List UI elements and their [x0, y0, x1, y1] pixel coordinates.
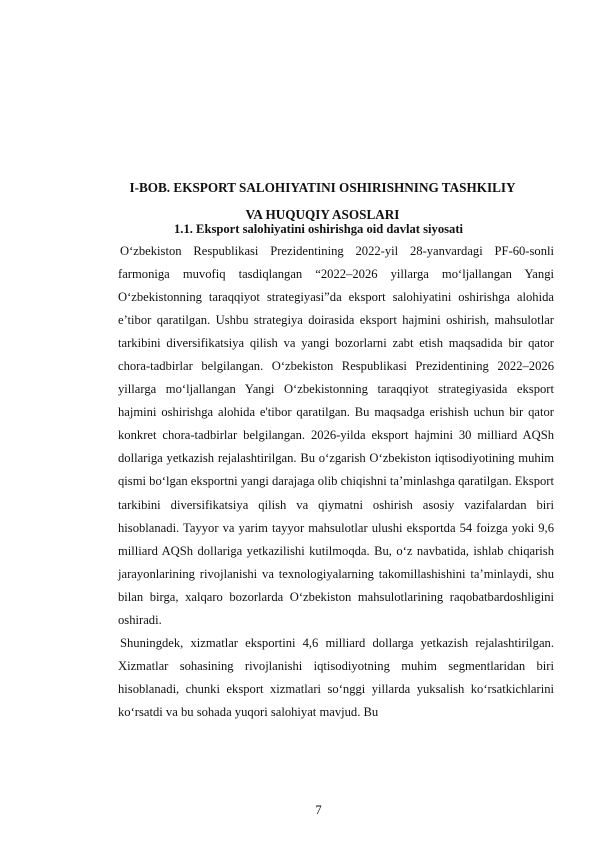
chapter-heading — [90, 174, 555, 228]
page-number: 7 — [315, 803, 322, 817]
paragraph-1: O‘zbekiston Respublikasi Prezidentining 2022-yil 28-yanvardagi PF-60-sonli farmoniga muvofiq tasdiqlangan “2022–2026 yillarga mo‘ljallangan Yangi O‘zbekistonning taraqqiyot strategiyasi”da eksport salohiyatini oshirishga alohida e’tibor qaratilgan. Ushbu strategiya doirasida eksport hajmini oshirish, mahsulotlar tarkibini diversifikatsiya qilish va yangi bozorlarni zabt etish maqsadida bir qator chora-tadbirlar belgilangan. O‘zbekiston Respublikasi Prezidentining 2022–2026 yillarga mo‘ljallangan Yangi O‘zbekistonning taraqqiyot strategiyasida eksport hajmini oshirishga alohida e'tibor qaratilgan. Bu maqsadga erishish uchun bir qator konkret chora-tadbirlar belgilangan. 2026-yilda eksport hajmini 30 milliard AQSh dollariga yetkazish rejalashtirilgan. Bu o‘zgarish O‘zbekiston iqtisodiyotining muhim qismi bo‘lgan eksportni yangi darajaga olib chiqishni ta’minlashga qaratilgan. Eksport tarkibini diversifikatsiya qilish va qiymatni oshirish asosiy vazifalardan biri hisoblanadi. Tayyor va yarim tayyor mahsulotlar ulushi eksportda 54 foizga yoki 9,6 milliard AQSh dollariga yetkazilishi kutilmoqda. Bu, o‘z navbatida, ishlab chiqarish jarayonlarining rivojlanishi va texnologiyalarning takomillashishini ta’minlaydi, shu bilan birga, xalqaro bozorlarda O‘zbekiston mahsulotlarining raqobatbardoshligini oshiradi. — [118, 244, 554, 627]
chapter-heading-line-2: VA HUQUQIY ASOSLARI — [245, 207, 400, 222]
chapter-heading-line-1: I-BOB. EKSPORT SALOHIYATINI OSHIRISHNING TASHKILIY — [129, 180, 516, 195]
section-title: 1.1. Eksport salohiyatini oshirishga oid davlat siyosati — [174, 222, 464, 236]
paragraph-2: Shuningdek, xizmatlar eksportini 4,6 milliard dollarga yetkazish rejalashtirilgan. Xizmatlar sohasining rivojlanishi iqtisodiyotning muhim segmentlaridan biri hisoblanadi, chunki eksport xizmatlari so‘nggi yillarda yuksalish ko‘rsatkichlarini ko‘rsatdi va bu sohada yuqori salohiyat mavjud. Bu — [118, 635, 554, 719]
body-text — [118, 240, 554, 724]
